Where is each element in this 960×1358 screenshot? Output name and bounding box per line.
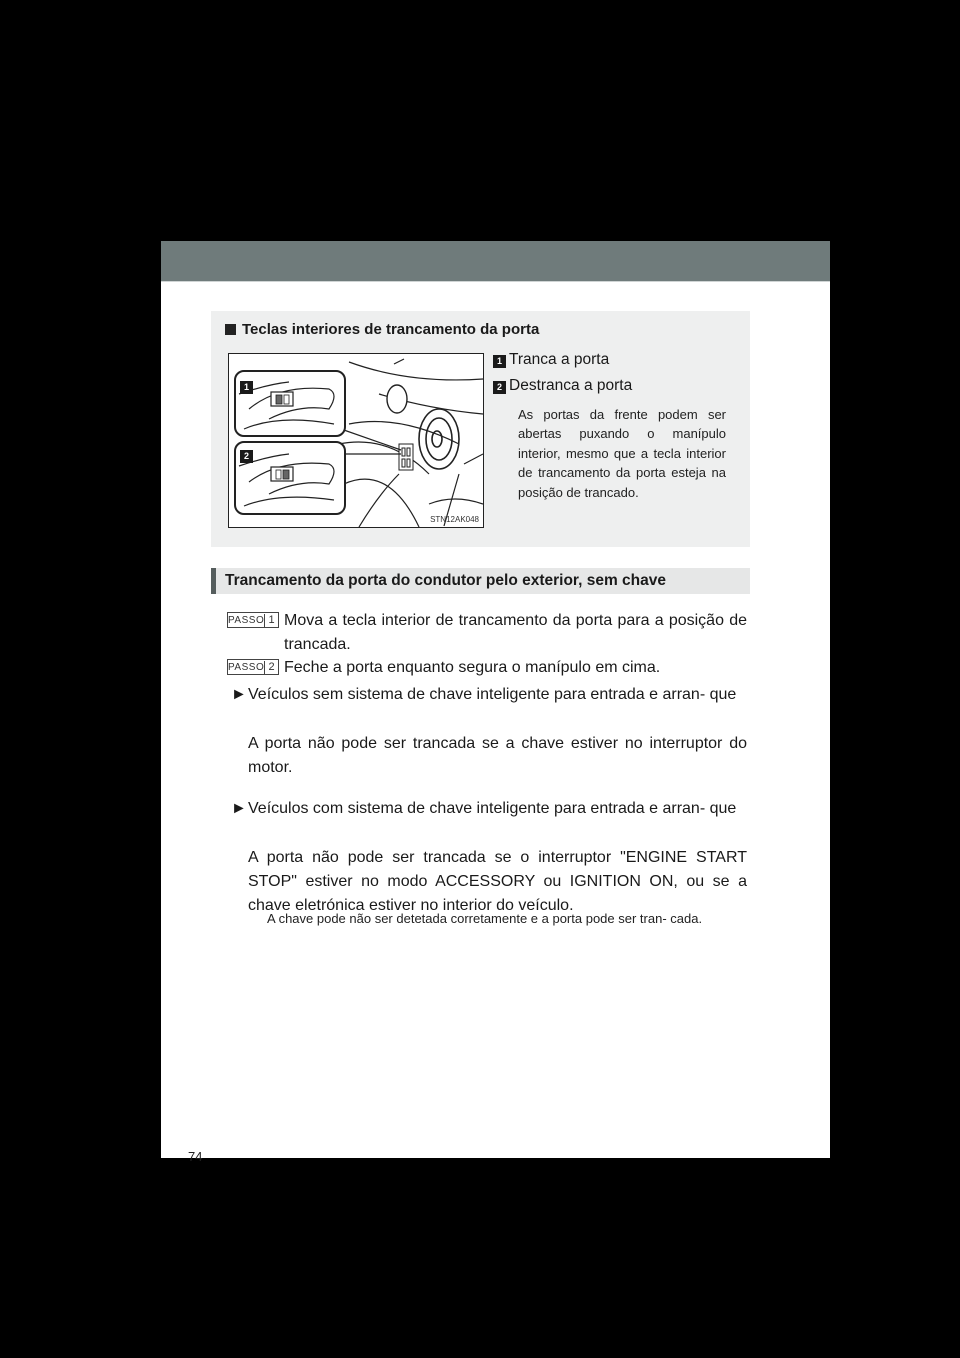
page-header-band <box>161 241 830 282</box>
bullet-detail: A porta não pode ser trancada se o interruptor "ENGINE START STOP" estiver no modo ACCESSORY ou IGNITION ON, ou se a chave eletrónica estiver no interior do veículo. <box>248 849 747 914</box>
page-number: 74 <box>188 1149 203 1164</box>
step-text: Mova a tecla interior de trancamento da porta para a posição de trancada. <box>284 612 747 653</box>
callout-lock: 1 Tranca a porta <box>493 351 609 369</box>
info-box-title: Teclas interiores de trancamento da porta <box>225 321 539 338</box>
number-badge: 2 <box>493 381 506 394</box>
door-lock-illustration <box>228 353 484 528</box>
section-heading: Trancamento da porta do condutor pelo exterior, sem chave <box>211 568 750 594</box>
step-badge: PASSO 2 <box>227 659 279 675</box>
triangle-bullet-icon: ► <box>231 686 247 703</box>
number-badge: 1 <box>493 355 506 368</box>
step-2 <box>227 656 747 682</box>
car-interior-drawing <box>229 354 483 527</box>
info-note: As portas da frente podem ser abertas puxando o manípulo interior, mesmo que a tecla interior de trancamento da porta esteja na posição de trancado. <box>518 407 726 500</box>
triangle-bullet-icon: ► <box>231 800 247 817</box>
figure-label-2: 2 <box>240 450 253 463</box>
step-text: Feche a porta enquanto segura o manípulo em cima. <box>284 659 661 676</box>
square-bullet-icon <box>225 324 236 335</box>
fine-print-note: A chave pode não ser detetada corretamente e a porta pode ser tran- cada. <box>267 911 703 926</box>
step-badge: PASSO 1 <box>227 612 279 628</box>
figure-label-1: 1 <box>240 381 253 394</box>
figure-code: STN12AK048 <box>430 515 479 524</box>
bullet-smart-key: ► Veículos com sistema de chave inteligente para entrada e arran- que <box>231 797 747 847</box>
callout-unlock: 2 Destranca a porta <box>493 377 632 395</box>
step-1 <box>227 609 747 659</box>
bullet-no-smart-key: ► Veículos sem sistema de chave inteligente para entrada e arran- que <box>231 683 747 733</box>
info-box <box>211 311 750 547</box>
bullet-detail: A porta não pode ser trancada se a chave estiver no interruptor do motor. <box>248 735 747 776</box>
manual-page <box>161 241 830 1158</box>
